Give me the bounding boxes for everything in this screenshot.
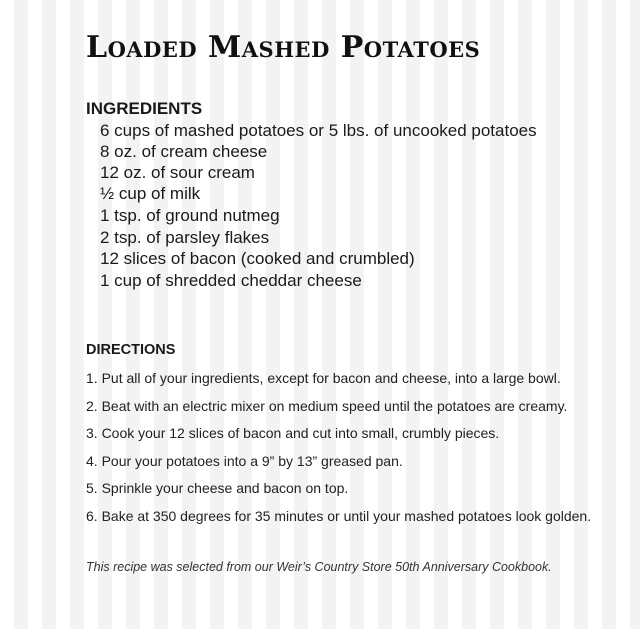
ingredient-item: 8 oz. of cream cheese [100, 142, 268, 161]
source-note: This recipe was selected from our Weir’s Country Store 50th Anniversary Cookbook. [86, 560, 552, 574]
recipe-title: Loaded Mashed Potatoes [86, 30, 481, 65]
direction-step: 6. Bake at 350 degrees for 35 minutes or until your mashed potatoes look golden. [86, 508, 592, 524]
ingredients-heading: INGREDIENTS [86, 99, 203, 118]
direction-step: 4. Pour your potatoes into a 9” by 13” greased pan. [86, 453, 403, 469]
ingredient-item: 12 oz. of sour cream [100, 163, 255, 182]
direction-step: 2. Beat with an electric mixer on medium speed until the potatoes are creamy. [86, 398, 568, 414]
ingredient-item: 6 cups of mashed potatoes or 5 lbs. of uncooked potatoes [100, 121, 537, 140]
direction-step: 3. Cook your 12 slices of bacon and cut into small, crumbly pieces. [86, 425, 500, 441]
ingredient-item: ½ cup of milk [100, 184, 201, 203]
ingredient-item: 1 cup of shredded cheddar cheese [100, 271, 362, 290]
ingredient-item: 2 tsp. of parsley flakes [100, 228, 270, 247]
direction-step: 5. Sprinkle your cheese and bacon on top. [86, 480, 349, 496]
ingredient-item: 12 slices of bacon (cooked and crumbled) [100, 249, 415, 268]
ingredient-item: 1 tsp. of ground nutmeg [100, 206, 280, 225]
directions-heading: DIRECTIONS [86, 342, 176, 358]
direction-step: 1. Put all of your ingredients, except for bacon and cheese, into a large bowl. [86, 370, 561, 386]
